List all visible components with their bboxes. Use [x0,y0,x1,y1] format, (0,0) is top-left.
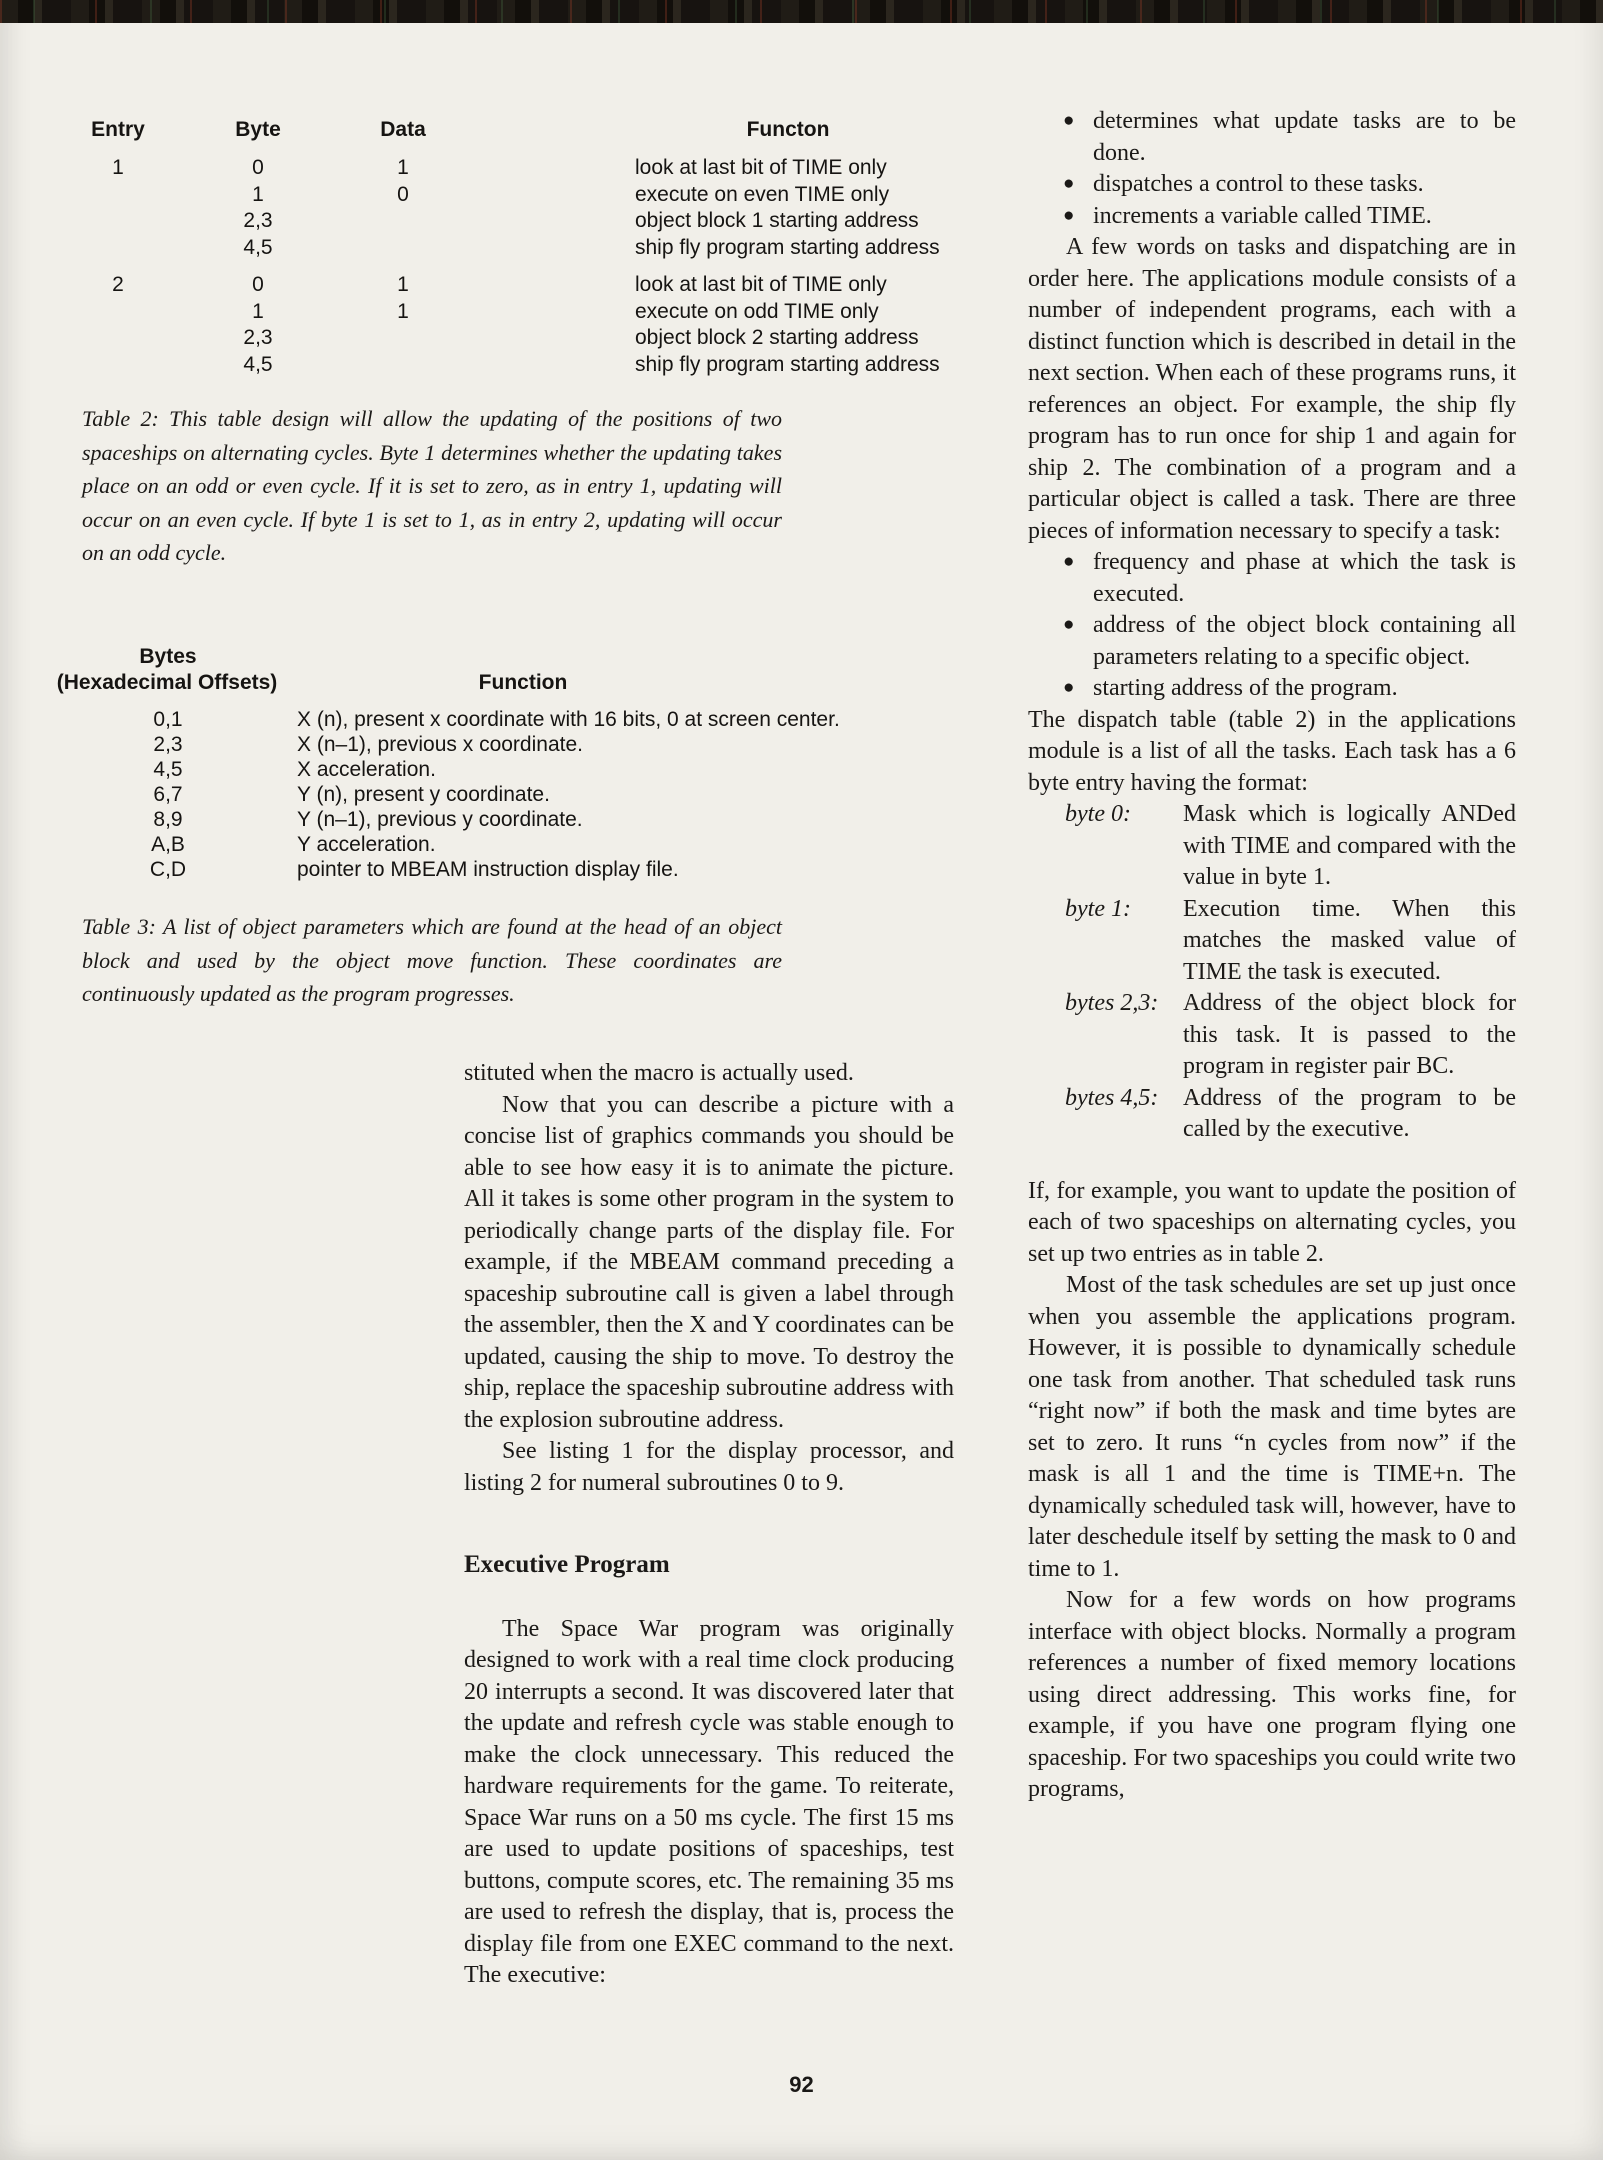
bullet-icon: ● [1063,677,1075,698]
task-info-bullet-list [1028,547,1516,705]
column-header-data: Data [380,118,426,141]
bullet-icon: ● [1063,204,1075,226]
cell-data: 1 [397,156,409,179]
bullet-item [1063,201,1516,233]
cell-offset: 2,3 [153,733,183,756]
bullet-item [1063,673,1516,705]
cell-function: X (n–1), previous x coordinate. [297,733,583,756]
dispatch-header-row [68,118,958,156]
bullet-icon: ● [1063,173,1075,194]
cell-function: ship fly program starting address [635,235,940,259]
cell-function: execute on odd TIME only [635,299,879,323]
column-header-function: Function [478,671,568,694]
table-row [68,300,958,327]
byte-format-entry [1065,1083,1516,1146]
middle-column [464,1058,954,1992]
column-header-function: Functon [746,118,830,141]
bullet-item [1063,169,1516,201]
paragraph-tasks: A few words on tasks and dispatching are in order here. The applications module consists of a number of independent programs, each with a distinct function which is described in detail in the next section. When each of these programs runs, it references an object. For example, the ship fly program has to run once for ship 1 and again for ship 2. The combination of a program and a particular object is called a task. There are three pieces of information necessary to specify a task: [1028,234,1516,544]
table-row [68,209,958,236]
byte-format-term: bytes 4,5: [1065,1084,1159,1111]
cell-function: look at last bit of TIME only [635,156,887,179]
cell-offset: C,D [149,858,187,881]
right-column [1028,106,1516,1806]
byte-format-def: Mask which is logically ANDed with TIME and compared with the value in byte 1. [1183,801,1516,890]
cell-entry: 2 [112,273,124,296]
cell-function: pointer to MBEAM instruction display file. [297,858,679,881]
column-header-byte: Byte [235,118,281,141]
cell-byte: 1 [252,182,264,206]
cell-data: 0 [397,182,409,206]
cell-byte: 2,3 [243,209,273,232]
column-header-entry: Entry [91,118,145,141]
page-number: 92 [789,2072,814,2097]
table2-caption: Table 2: This table design will allow the updating of the positions of two spaceships on alternating cycles. Byte 1 determines whether the updating takes place on an odd or even cycle. If it is set to zero, as in entry 1, updating will occur on an even cycle. If byte 1 is set to 1, as in entry 2, updating will occur on an odd cycle. [82,406,782,565]
table-row [68,353,958,380]
table-row [68,708,958,733]
table-row [68,156,958,183]
cell-byte: 0 [252,273,264,296]
cell-offset: A,B [151,833,185,856]
column-header-bytes: Bytes [139,645,197,668]
cell-offset: 6,7 [153,783,183,806]
dispatch-table [68,118,958,379]
paragraph-schedules: Most of the task schedules are set up just once when you assemble the applications program. However, it is possible to dynamically schedule one task from another. That scheduled task runs “right now” if both the mask and time bytes are set to zero. It runs “n cycles from now” if the mask is all 1 and the time is TIME+n. The dynamically scheduled task will, however, have to later deschedule itself by setting the mask to 0 and time to 1. [1028,1272,1516,1582]
byte-format-list [1028,799,1516,1146]
table3-caption: Table 3: A list of object parameters which are found at the head of an object block and used by the object move function. These coordinates are continuously updated as the program progresses. [82,914,782,1006]
bullet-icon: ● [1063,110,1075,131]
table-row [68,858,958,883]
cell-function: X (n), present x coordinate with 16 bits, 0 at screen center. [297,708,840,731]
byte-format-term: bytes 2,3: [1065,990,1159,1016]
object-header-row [56,645,958,708]
byte-format-entry [1065,894,1516,989]
table-row [68,833,958,858]
bullet-icon: ● [1063,614,1075,635]
cell-function: ship fly program starting address [635,352,940,376]
cell-function: X acceleration. [297,758,436,781]
cell-byte: 0 [252,156,264,179]
cell-function: Y acceleration. [297,833,436,856]
table-row [68,326,958,353]
cell-byte: 4,5 [243,352,273,376]
table-row [68,758,958,783]
byte-format-term: byte 1: [1065,895,1131,922]
byte-format-def: Execution time. When this matches the masked value of TIME the task is executed. [1183,895,1516,985]
cell-byte: 1 [252,299,264,323]
cell-data: 1 [397,273,409,296]
paragraph-continuation: stituted when the macro is actually used. [464,1060,854,1086]
cell-function: execute on even TIME only [635,182,890,206]
bullet-item [1063,547,1516,610]
section-heading-executive-program: Executive Program [464,1551,670,1578]
bullet-text: starting address of the program. [1093,675,1398,701]
bullet-item [1063,106,1516,169]
column-header-hex-offsets: (Hexadecimal Offsets) [56,671,278,694]
paragraph-listings: See listing 1 for the display processor, and listing 2 for numeral subroutines 0 to 9. [464,1438,954,1496]
cell-data: 1 [397,299,409,323]
paragraph-spacewar: The Space War program was originally designed to work with a real time clock producing 20 interrupts a second. It was discovered later that the update and refresh cycle was stable enough to make the clock unnecessary. This reduced the hardware requirements for the game. To reiterate, Space War runs on a 50 ms cycle. The first 15 ms are used to update positions of spaceships, test buttons, compute scores, etc. The remaining 35 ms are used to refresh the display, that is, process the display file from one EXEC command to the next. The executive: [464,1615,954,1988]
cell-function: object block 2 starting address [635,326,919,349]
cell-function: object block 1 starting address [635,209,919,232]
cell-function: Y (n), present y coordinate. [297,783,550,806]
cell-offset: 0,1 [153,708,183,731]
cell-byte: 4,5 [243,235,273,259]
cell-offset: 8,9 [153,808,183,831]
byte-format-def: Address of the program to be called by the executive. [1183,1084,1516,1142]
table-row [68,808,958,833]
byte-format-term: byte 0: [1065,801,1131,827]
bullet-item [1063,610,1516,673]
paragraph-animate: Now that you can describe a picture with a concise list of graphics commands you should be able to see how easy it is to animate the picture. All it takes is some other program in the system to periodically change parts of the display file. For example, if the MBEAM command preceding a spaceship subroutine call is given a label through the assembler, then the X and Y coordinates can be updated, causing the ship to move. To destroy the ship, replace the spaceship subroutine address with the explosion subroutine address. [464,1091,954,1433]
table-row [68,733,958,758]
object-params-table [56,645,958,883]
bullet-text: increments a variable called TIME. [1093,202,1432,229]
table-row [68,236,958,263]
byte-format-entry [1065,799,1516,894]
bullet-text: frequency and phase at which the task is executed. [1093,549,1516,607]
byte-format-entry [1065,988,1516,1083]
bullet-text: dispatches a control to these tasks. [1093,171,1424,197]
bullet-text: determines what update tasks are to be done. [1093,108,1516,166]
cell-function: Y (n–1), previous y coordinate. [297,808,583,831]
cell-offset: 4,5 [153,758,183,781]
table-row [68,183,958,210]
paragraph-dispatch-table: The dispatch table (table 2) in the applications module is a list of all the tasks. Each task has a 6 byte entry having the format: [1028,706,1516,796]
cell-function: look at last bit of TIME only [635,273,887,296]
paragraph-interface: Now for a few words on how programs interface with object blocks. Normally a program references a number of fixed memory locations using direct addressing. This works fine, for example, if you have one program flying one spaceship. For two spaceships you could write two programs, [1028,1587,1516,1802]
page-edge-artifact [0,0,1603,23]
executive-bullet-list [1028,106,1516,232]
paragraph-example: If, for example, you want to update the position of each of two spaceships on alternating cycles, you set up two entries as in table 2. [1028,1177,1516,1267]
cell-entry: 1 [112,156,124,179]
bullet-text: address of the object block containing all parameters relating to a specific object. [1093,612,1516,670]
byte-format-def: Address of the object block for this task. It is passed to the program in register pair BC. [1183,990,1516,1079]
bullet-icon: ● [1063,551,1075,572]
table-row [68,783,958,808]
table-row [68,273,958,300]
cell-byte: 2,3 [243,326,273,349]
